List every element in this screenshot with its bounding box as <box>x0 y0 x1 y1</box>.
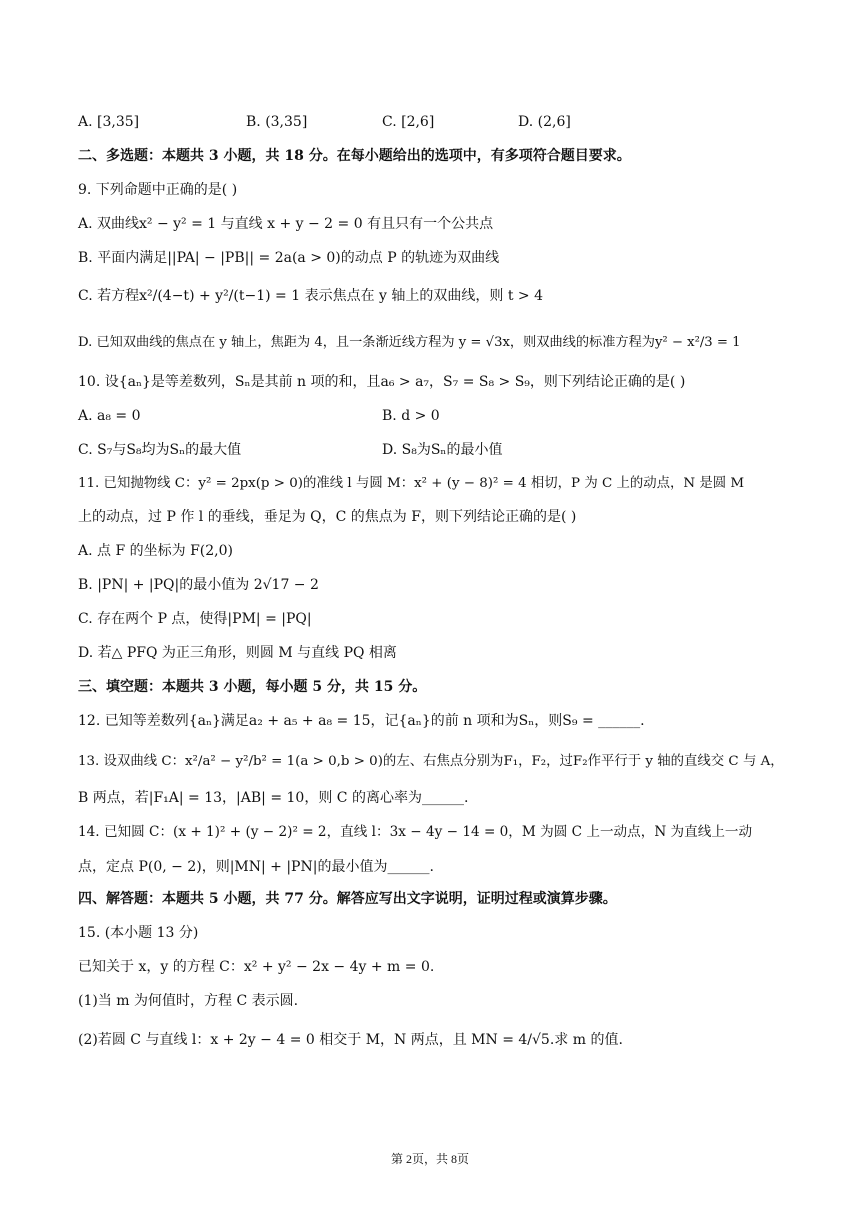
section-4-header: 四、解答题：本题共 5 小题，共 77 分。解答应写出文字说明，证明过程或演算步骤。 <box>78 891 617 907</box>
q9-option-d: D. 已知双曲线的焦点在 y 轴上，焦距为 4，且一条渐近线方程为 y = √3x，则双曲线的标准方程为y² − x²/3 = 1 <box>78 335 741 350</box>
q11-option-b: B. |PN| + |PQ|的最小值为 2√17 − 2 <box>78 577 319 593</box>
q8-option-b: B. (3,35] <box>246 114 308 130</box>
q15-part2: (2)若圆 C 与直线 l：x + 2y − 4 = 0 相交于 M，N 两点，且 MN = 4/√5.求 m 的值. <box>78 1032 623 1048</box>
section-3-header: 三、填空题：本题共 3 小题，每小题 5 分，共 15 分。 <box>78 679 427 695</box>
q12-text: 12. 已知等差数列{aₙ}满足a₂ + a₅ + a₈ = 15，记{aₙ}的前 n 项和为Sₙ，则S₉ = ______. <box>78 713 645 729</box>
q11-option-c: C. 存在两个 P 点，使得|PM| = |PQ| <box>78 611 312 627</box>
q15-stem: 已知关于 x，y 的方程 C：x² + y² − 2x − 4y + m = 0. <box>78 959 435 975</box>
q9-option-b: B. 平面内满足||PA| − |PB|| = 2a(a > 0)的动点 P 的轨迹为双曲线 <box>78 250 500 266</box>
q15-heading: 15. (本小题 13 分) <box>78 925 199 941</box>
section-2-header: 二、多选题：本题共 3 小题，共 18 分。在每小题给出的选项中，有多项符合题目要求。 <box>78 148 631 164</box>
page-footer: 第 2页，共 8页 <box>390 1152 469 1166</box>
q11-stem-line2: 上的动点，过 P 作 l 的垂线，垂足为 Q，C 的焦点为 F，则下列结论正确的是( ) <box>78 509 577 525</box>
q13-line1: 13. 设双曲线 C：x²/a² − y²/b² = 1(a > 0,b > 0)的左、右焦点分别为F₁，F₂，过F₂作平行于 y 轴的直线交 C 与 A， <box>78 754 784 769</box>
q14-line1: 14. 已知圆 C：(x + 1)² + (y − 2)² = 2，直线 l：3x − 4y − 14 = 0，M 为圆 C 上一动点，N 为直线上一动 <box>78 824 753 840</box>
q10-option-d: D. S₈为Sₙ的最小值 <box>382 442 503 458</box>
q9-stem: 9. 下列命题中正确的是( ) <box>78 182 238 198</box>
q10-stem: 10. 设{aₙ}是等差数列，Sₙ是其前 n 项的和，且a₆ > a₇，S₇ = S₈ > S₉，则下列结论正确的是( ) <box>78 374 686 390</box>
q9-option-a: A. 双曲线x² − y² = 1 与直线 x + y − 2 = 0 有且只有一个公共点 <box>78 216 494 232</box>
q11-stem-line1: 11. 已知抛物线 C：y² = 2px(p > 0)的准线 l 与圆 M：x² + (y − 8)² = 4 相切，P 为 C 上的动点，N 是圆 M <box>78 476 745 491</box>
q14-line2: 点，定点 P(0, − 2)，则|MN| + |PN|的最小值为______. <box>78 859 434 875</box>
q10-option-c: C. S₇与S₈均为Sₙ的最大值 <box>78 442 242 458</box>
q11-option-a: A. 点 F 的坐标为 F(2,0) <box>78 543 233 559</box>
q8-option-c: C. [2,6] <box>382 114 435 130</box>
q13-line2: B 两点，若|F₁A| = 13，|AB| = 10，则 C 的离心率为______. <box>78 790 469 806</box>
q15-part1: (1)当 m 为何值时，方程 C 表示圆. <box>78 993 299 1009</box>
q9-option-c: C. 若方程x²/(4−t) + y²/(t−1) = 1 表示焦点在 y 轴上的双曲线，则 t > 4 <box>78 288 543 304</box>
q10-option-a: A. a₈ = 0 <box>78 408 141 424</box>
q8-option-a: A. [3,35] <box>78 114 140 130</box>
q11-option-d: D. 若△ PFQ 为正三角形，则圆 M 与直线 PQ 相离 <box>78 645 397 661</box>
q10-option-b: B. d > 0 <box>382 408 440 424</box>
q8-option-d: D. (2,6] <box>518 114 571 130</box>
